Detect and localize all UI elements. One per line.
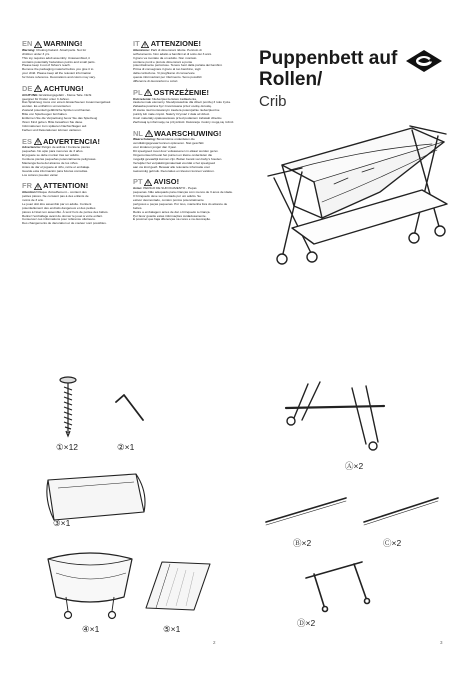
part-label-allen-key: ②×1	[117, 442, 135, 452]
warning-line-text: Antes de dar el juguete al niño, retire el embalaje.	[22, 164, 91, 169]
warning-line-text: geeignet für Kinder unter 3 Jahren.	[22, 96, 70, 101]
warning-line-text: Los colores pueden variar.	[22, 172, 59, 177]
warning-heading	[22, 85, 125, 93]
warning-heading	[133, 40, 236, 48]
part-label-rod-c: Ⓒ×2	[383, 538, 402, 548]
warning-line-text: your child. Please keep all the relevant information	[22, 71, 92, 76]
warning-triangle-icon	[144, 179, 152, 186]
warning-line-text: voor kinderen jonger dan 3 jaar.	[133, 145, 177, 150]
warning-line-text: children under 3 yrs.	[22, 51, 51, 56]
warning-heading	[22, 138, 125, 146]
warning-heading	[22, 182, 125, 190]
warning-line-text: punkty lub małe części. Należy trzymać z dala od dzieci.	[133, 112, 211, 117]
warning-line-text: Guarde esta información para futuras consultas.	[22, 168, 89, 173]
warning-line-text: werden. Es enthält im unmontierten	[22, 104, 71, 109]
side-frame-icon	[280, 378, 392, 456]
warning-heading-text: ADVERTENCIA!	[43, 136, 101, 146]
warning-line-text: toekomstig gebruik. Decoraties en kleuren kunnen variëren.	[133, 168, 215, 173]
warning-line-text: Risque d'étouffement – contient des	[36, 190, 87, 195]
warning-line-text: PERIGO DE SUFOCAMENTO - Peças	[142, 186, 197, 191]
warning-triangle-icon	[34, 41, 42, 48]
warning-line-text: verstikkingsgevaar kunnen opleveren. Niet geschikt	[133, 141, 204, 146]
warning-lead-word: Ostrzeżenie:	[133, 96, 152, 101]
warning-line-text: Des changements de décoration et de couleur sont possibles.	[22, 221, 107, 226]
warning-line-text: soffocamento. Non adatto a bambini al di sotto dei 3 anni.	[133, 51, 212, 56]
warning-text-line	[133, 121, 236, 125]
language-code: NL	[133, 128, 144, 138]
warning-line-text: Entfernen Sie die Verpackung bevor Sie das Spielzeug	[22, 116, 98, 121]
warning-line-text: queste informazioni per riferimento. Sono possibili	[133, 75, 202, 80]
warning-lead-word: Advertencia:	[22, 145, 41, 150]
screw-icon	[58, 375, 78, 437]
warning-heading-text: ATTENTION!	[43, 181, 89, 191]
part-label-blanket: ⑤×1	[163, 624, 181, 634]
warning-line-text: contains potentially hazardous points and small parts.	[22, 59, 96, 64]
warning-block-es	[22, 138, 125, 178]
warning-lead-word: ACHTUNG:	[22, 92, 39, 97]
warning-line-text: contiene punti e piccole dimensioni a punte	[133, 59, 193, 64]
warning-line-text: Ihrem Kind geben. Bitte bewahren Sie diese	[22, 119, 83, 124]
warning-block-de	[22, 85, 125, 133]
warning-line-text: aan uw kind geeft. Bewaar alle relevante informatie voor	[133, 164, 211, 169]
warning-line-text: pequenas. Não adequado para crianças com menos de 3 anos de idade.	[133, 190, 233, 195]
warning-block-pl	[133, 89, 236, 125]
warning-line-text: pièces à l'état non assemblé. À tenir hors de portée des bébés.	[22, 209, 109, 214]
warning-line-text: Farben und Dekorationen können variieren.	[22, 127, 82, 132]
warning-lead-word: Warning:	[22, 47, 36, 52]
warning-block-en	[22, 40, 125, 80]
allen-key-icon	[112, 392, 146, 424]
warning-line-text: Zachowaj tę informację na przyszłość. Dekoracje i kolory mogą się różnić.	[133, 119, 235, 124]
warning-heading	[133, 89, 236, 97]
warning-line-text: differenze di decorazioni e colori.	[133, 79, 179, 84]
warning-line-text: Parti di dimensioni ridotte. Pericolo di	[149, 47, 202, 52]
warning-line-text: Informationen zum späteren Nachschlagen auf.	[22, 123, 88, 128]
warning-line-text: Ongemonteerd bevat het punten en kleine onderdelen die	[133, 153, 213, 158]
part-label-rod-b: Ⓑ×2	[293, 538, 312, 548]
warning-lead-word: Attention!	[22, 190, 37, 195]
warning-block-it	[133, 40, 236, 84]
warning-line-text: É possível que haja diferenças na cores e na decoração.	[133, 217, 211, 222]
warnings-column-right	[133, 40, 236, 227]
warning-line-text: petites pièces. Ne convient pas à des enfants de	[22, 194, 89, 199]
language-code: FR	[22, 181, 33, 191]
warning-line-text: Prima di consegnare il gioco al tuo bambino, togli	[133, 67, 201, 72]
fabric-sheet-icon	[40, 470, 148, 522]
warning-line-text: Le jouet doit être assemblé par un adulte. Contient	[22, 201, 92, 206]
warning-heading-text: ATTENZIONE!	[150, 39, 202, 48]
warning-line-text: della confezione. Vi preghiamo di conservare	[133, 71, 195, 76]
language-code: ES	[22, 136, 33, 146]
warning-heading-text: OSTRZEŻENIE!	[153, 87, 210, 97]
warnings-column-left	[22, 40, 125, 231]
warning-text-line	[133, 218, 236, 222]
warning-line-text: potenzialmente pericolose. Tenere fuori dalla portata dei bambini.	[133, 63, 223, 68]
warning-block-pt	[133, 178, 236, 222]
warning-text-line	[22, 174, 125, 178]
handle-d-icon	[300, 558, 380, 614]
warning-line-text: Erstickungsgefahr - Kleine Teile. Nicht	[38, 92, 92, 97]
warning-line-text: Remove the packaging material before you give it to	[22, 67, 94, 72]
warning-line-text: moins de 3 ans.	[22, 197, 44, 202]
warning-heading-text: WARNING!	[43, 39, 83, 48]
warning-triangle-icon	[34, 183, 42, 190]
warning-line-text: Retirez l'emballage avant de donner le jouet à votre enfant.	[22, 213, 103, 218]
warning-heading-text: AVISO!	[153, 177, 180, 187]
warning-line-text: estiver desmontado, contém pontos potencialmente	[133, 197, 204, 202]
warning-heading	[133, 178, 236, 186]
part-label-screw: ①×12	[56, 442, 79, 452]
rod-b-icon	[262, 492, 350, 528]
warning-line-text: Mantenga fuera del alcance de los niños.	[22, 160, 79, 165]
warning-line-text: Retire a embalagem antes de dar o brinquedo à criança.	[133, 209, 211, 214]
brand-logo-icon	[405, 49, 443, 73]
warning-line-text: Conservez ces informations pour référence ultérieure.	[22, 217, 96, 222]
warning-text-line	[22, 222, 125, 226]
language-code: PL	[133, 87, 143, 97]
warning-heading	[133, 130, 236, 138]
warning-text-line	[133, 80, 236, 84]
warning-line-text: Peligro de asfixia / Contiene piezas	[40, 145, 90, 150]
warning-line-text: O brinquedo deve ser montado por um adulto. Se	[133, 194, 201, 199]
warning-text-line	[133, 170, 236, 174]
warning-line-text: Zustand potentiell gefährliche Spitzen und Kanten.	[22, 108, 92, 113]
warning-lead-word: Aviso:	[133, 186, 143, 191]
page-number-right: 3	[440, 640, 443, 645]
warning-text-line	[22, 76, 125, 80]
warning-line-text: Bevat kleine onderdelen die	[155, 137, 195, 142]
warning-line-text: potentiellement des endroits dangereux et des petites	[22, 205, 96, 210]
warning-line-text: Por favor guarde estas informações cuidadosamente.	[133, 213, 207, 218]
warning-line-text: This toy requires adult assembly. Unassembled, it	[22, 55, 91, 60]
warning-triangle-icon	[145, 130, 153, 137]
warning-line-text: Please keep it out of fishes's reach.	[22, 63, 71, 68]
part-label-handle-d: Ⓓ×2	[297, 618, 316, 628]
warning-triangle-icon	[34, 85, 42, 92]
product-title: Puppenbett auf Rollen/	[259, 48, 398, 90]
warning-line-text: mogelijk gevaarlijk kunnen zijn. Buiten bereik van baby's houden.	[133, 157, 223, 162]
language-code: DE	[22, 83, 33, 93]
warning-line-text: Contiene piezas pequeñas potencialmente peligrosas.	[22, 157, 97, 162]
warning-block-fr	[22, 182, 125, 226]
warning-line-text: El juguete se debe montar tras ser adulto.	[22, 153, 80, 158]
warning-line-text: Il gioco va montato da un adulto. Non montato	[133, 55, 197, 60]
part-label-fabric-sheet: ③×1	[53, 518, 71, 528]
warning-line-text: perigosos e peças pequenas. Por isso, mantenha fora do alcance de bebés.	[133, 201, 228, 210]
warning-line-text: Niebezpieczeństwo zadławienia,	[151, 96, 197, 101]
warning-line-text: Verwijder het verpakkingsmateriaal voordat u het speelgoed	[133, 160, 216, 165]
language-code: PT	[133, 177, 143, 187]
warning-line-text: W stanie niezmontowanym zawiera potencjalnie niebezpieczne	[133, 108, 220, 113]
warning-heading-text: WAARSCHUWING!	[154, 128, 222, 138]
warning-lead-word: Attenzione:	[133, 47, 150, 52]
crib-illustration	[262, 120, 452, 275]
part-label-side-frame: Ⓐ×2	[345, 461, 364, 471]
rod-c-icon	[360, 492, 442, 528]
warning-line-text: Usuń materiały opakowaniowe przed podaniem zabawki dziecku.	[133, 116, 223, 121]
page-number-left: 2	[213, 640, 216, 645]
blanket-icon	[142, 558, 214, 614]
warning-block-nl	[133, 130, 236, 174]
warning-triangle-icon	[34, 138, 42, 145]
warning-line-text: pequeñas. No apto para menores de 3 años.	[22, 149, 84, 154]
warning-lead-word: Waarschuwing:	[133, 137, 156, 142]
warning-line-text: Choking hazard -Small parts. Not for	[35, 47, 87, 52]
warning-line-text: zawiera małe elementy. Nieodpowiednie dla dzieci poniżej 3 roku życia.	[133, 100, 231, 105]
warning-line-text: Zabawka powinna być zmontowana przez osobę dorosłą.	[133, 104, 212, 109]
language-code: IT	[133, 39, 140, 48]
warning-triangle-icon	[144, 89, 152, 96]
warning-line-text: Das Spielzeug muss von einem Erwachsenen zusammengebaut	[22, 100, 111, 105]
basket-icon	[40, 545, 140, 623]
warning-line-text: Bitte von Spielzeugen fernhalten.	[22, 112, 68, 117]
warning-line-text: Dit speelgoed moet door volwassenen in elkaar worden gezet.	[133, 149, 219, 154]
warning-triangle-icon	[141, 41, 149, 48]
warning-line-text: for future reference. Decorations and colors may vary.	[22, 75, 96, 80]
part-label-basket: ④×1	[82, 624, 100, 634]
language-code: EN	[22, 39, 33, 48]
warning-heading	[22, 40, 125, 48]
warning-heading-text: ACHTUNG!	[43, 83, 84, 93]
warning-text-line	[22, 129, 125, 133]
product-subtitle: Crib	[259, 93, 287, 110]
